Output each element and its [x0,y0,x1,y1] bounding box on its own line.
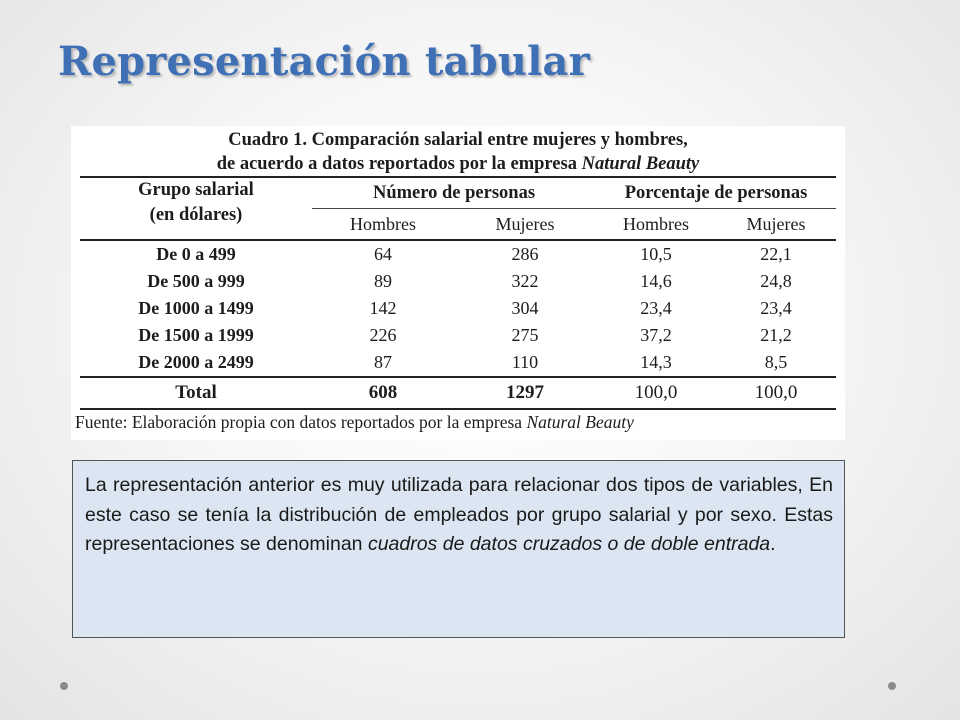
table-cell: 23,4 [640,298,672,318]
table-cell: 21,2 [760,325,792,345]
salary-table [80,176,836,410]
percentage-of-people-header: Porcentaje de personas [596,177,836,209]
source-text: Fuente: Elaboración propia con datos reportados por la empresa [75,412,527,432]
table-cell: 275 [511,325,539,345]
total-mujeres-count: 1297 [506,382,544,403]
row-label: De 2000 a 2499 [138,352,254,372]
right-nav-dot [888,682,896,690]
salary-comparison-table-figure [71,126,845,440]
explanation-italic-term: cuadros de datos cruzados o de doble entrada [367,533,771,555]
total-label: Total [175,382,217,403]
group-header-line-1: Grupo salarial [138,180,254,200]
total-row [80,377,836,409]
total-hombres-count: 608 [368,382,398,403]
table-cell: 286 [511,244,539,264]
table-cell: 87 [374,352,392,372]
caption-line-2-text: de acuerdo a datos reportados por la empresa [216,154,582,174]
left-nav-dot [60,682,68,690]
source-company-name: Natural Beauty [526,412,634,432]
caption-line-1: Cuadro 1. Comparación salarial entre mujeres y hombres, [228,130,688,150]
table-cell: 64 [374,244,392,264]
explanation-text: La representación anterior es muy utilizada para relacionar dos tipos de variables, En este caso se tenía la distribución de empleados por grupo salarial y por sexo. Estas representaciones se denominan [85,474,833,555]
table-cell: 14,3 [640,352,672,372]
table-cell: 110 [511,352,539,372]
caption-line-2 [71,152,845,176]
table-caption [71,126,845,176]
sub-header-hombres-percent: Hombres [623,213,689,234]
group-header-line-2: (en dólares) [149,205,243,225]
slide-title: Representación tabular [58,38,590,85]
table-cell: 23,4 [760,298,792,318]
table-row [80,295,836,322]
table-cell: 89 [374,271,392,291]
table-cell: 14,6 [640,271,672,291]
table-row [80,349,836,377]
group-header [80,177,312,240]
sub-header-mujeres-count: Mujeres [495,213,555,234]
table-row [80,322,836,349]
table-cell: 37,2 [640,325,672,345]
row-label: De 1500 a 1999 [138,325,254,345]
sub-header-hombres-count: Hombres [350,213,416,234]
table-cell: 8,5 [764,352,788,372]
caption-company-name: Natural Beauty [581,154,700,174]
total-hombres-percent: 100,0 [634,382,678,403]
table-cell: 10,5 [640,244,672,264]
table-cell: 142 [369,298,397,318]
table-row [80,240,836,268]
row-label: De 0 a 499 [156,244,236,264]
explanation-text-end: . [770,533,776,555]
table-cell: 304 [511,298,539,318]
row-label: De 1000 a 1499 [138,298,254,318]
number-of-people-header: Número de personas [312,177,596,209]
row-label: De 500 a 999 [147,271,245,291]
table-cell: 226 [369,325,397,345]
table-row [80,268,836,295]
total-mujeres-percent: 100,0 [754,382,798,403]
sub-header-mujeres-percent: Mujeres [746,213,806,234]
table-cell: 322 [511,271,539,291]
table-cell: 22,1 [760,244,792,264]
table-cell: 24,8 [760,271,792,291]
table-source-note [71,412,845,433]
explanation-text-box [72,460,845,638]
